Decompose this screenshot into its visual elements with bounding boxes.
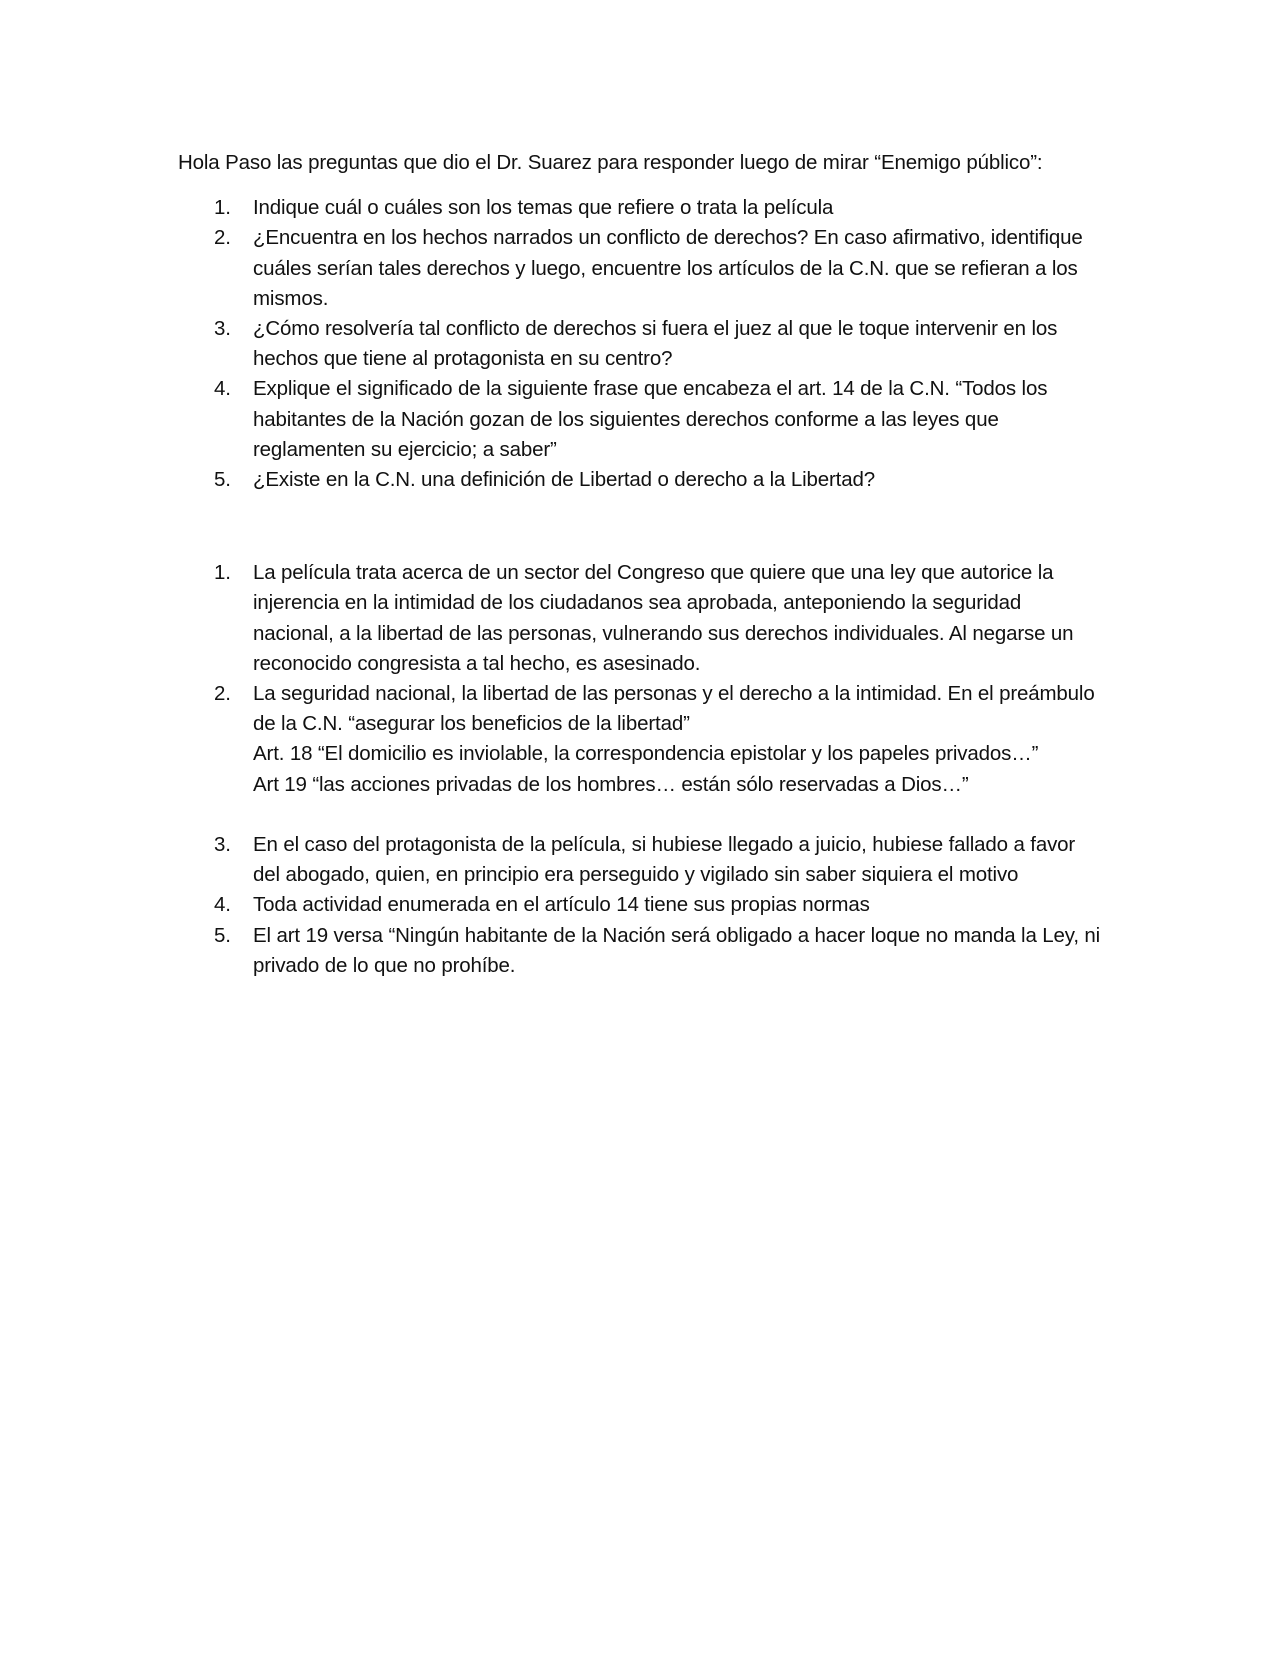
answer-item — [178, 679, 1103, 830]
answer-item — [178, 558, 1103, 679]
question-text: ¿Cómo resolvería tal conflicto de derechos si fuera el juez al que le toque intervenir en los hechos que tiene al protagonista en su centro? — [253, 317, 1058, 371]
answer-citation-art-19: Art 19 “las acciones privadas de los hombres… están sólo reservadas a Dios…” — [253, 772, 969, 796]
list-number: 5. — [214, 468, 231, 492]
list-number: 3. — [214, 833, 231, 857]
list-number: 4. — [214, 377, 231, 401]
question-item — [178, 465, 1103, 495]
answer-item — [178, 890, 1103, 920]
question-text: Explique el significado de la siguiente frase que encabeza el art. 14 de la C.N. “Todos los habitantes de la Nación gozan de los siguientes derechos conforme a las leyes que reglamenten su ejercicio; a saber” — [253, 377, 1048, 461]
answer-text: En el caso del protagonista de la película, si hubiese llegado a juicio, hubiese fallado a favor del abogado, quien, en principio era perseguido y vigilado sin saber siquiera el motivo — [253, 833, 1076, 887]
document-body — [178, 148, 1103, 981]
list-number: 1. — [214, 561, 231, 585]
answer-item — [178, 830, 1103, 890]
question-item — [178, 223, 1103, 314]
list-number: 4. — [214, 893, 231, 917]
blank-line — [253, 800, 1103, 830]
list-number: 2. — [214, 682, 231, 706]
answer-item — [178, 921, 1103, 981]
answer-citation-art-18: Art. 18 “El domicilio es inviolable, la correspondencia epistolar y los papeles privados…” — [253, 742, 1039, 766]
question-item — [178, 193, 1103, 223]
answer-text: Toda actividad enumerada en el artículo 14 tiene sus propias normas — [253, 893, 870, 917]
list-number: 5. — [214, 923, 231, 947]
list-number: 1. — [214, 196, 231, 220]
question-text: ¿Existe en la C.N. una definición de Libertad o derecho a la Libertad? — [253, 468, 875, 492]
questions-list — [178, 193, 1103, 495]
question-item — [178, 374, 1103, 465]
question-text: Indique cuál o cuáles son los temas que refiere o trata la película — [253, 196, 834, 220]
question-text: ¿Encuentra en los hechos narrados un conflicto de derechos? En caso afirmativo, identifique cuáles serían tales derechos y luego, encuentre los artículos de la C.N. que se refieran a los mismos. — [253, 226, 1083, 310]
section-spacer — [178, 495, 1103, 558]
answer-text: La seguridad nacional, la libertad de las personas y el derecho a la intimidad. En el preámbulo de la C.N. “asegurar los beneficios de la libertad” — [253, 682, 1095, 736]
intro-paragraph: Hola Paso las preguntas que dio el Dr. Suarez para responder luego de mirar “Enemigo público”: — [178, 151, 1043, 174]
answer-text: La película trata acerca de un sector del Congreso que quiere que una ley que autorice la injerencia en la intimidad de los ciudadanos sea aprobada, anteponiendo la seguridad nacional, a la libertad de las personas, vulnerando sus derechos individuales. Al negarse un reconocido congresista a tal hecho, es asesinado. — [253, 561, 1074, 675]
list-number: 3. — [214, 317, 231, 341]
list-number: 2. — [214, 226, 231, 250]
question-item — [178, 314, 1103, 374]
answer-text: El art 19 versa “Ningún habitante de la Nación será obligado a hacer loque no manda la Ley, ni privado de lo que no prohíbe. — [253, 923, 1101, 977]
answers-list — [178, 558, 1103, 981]
